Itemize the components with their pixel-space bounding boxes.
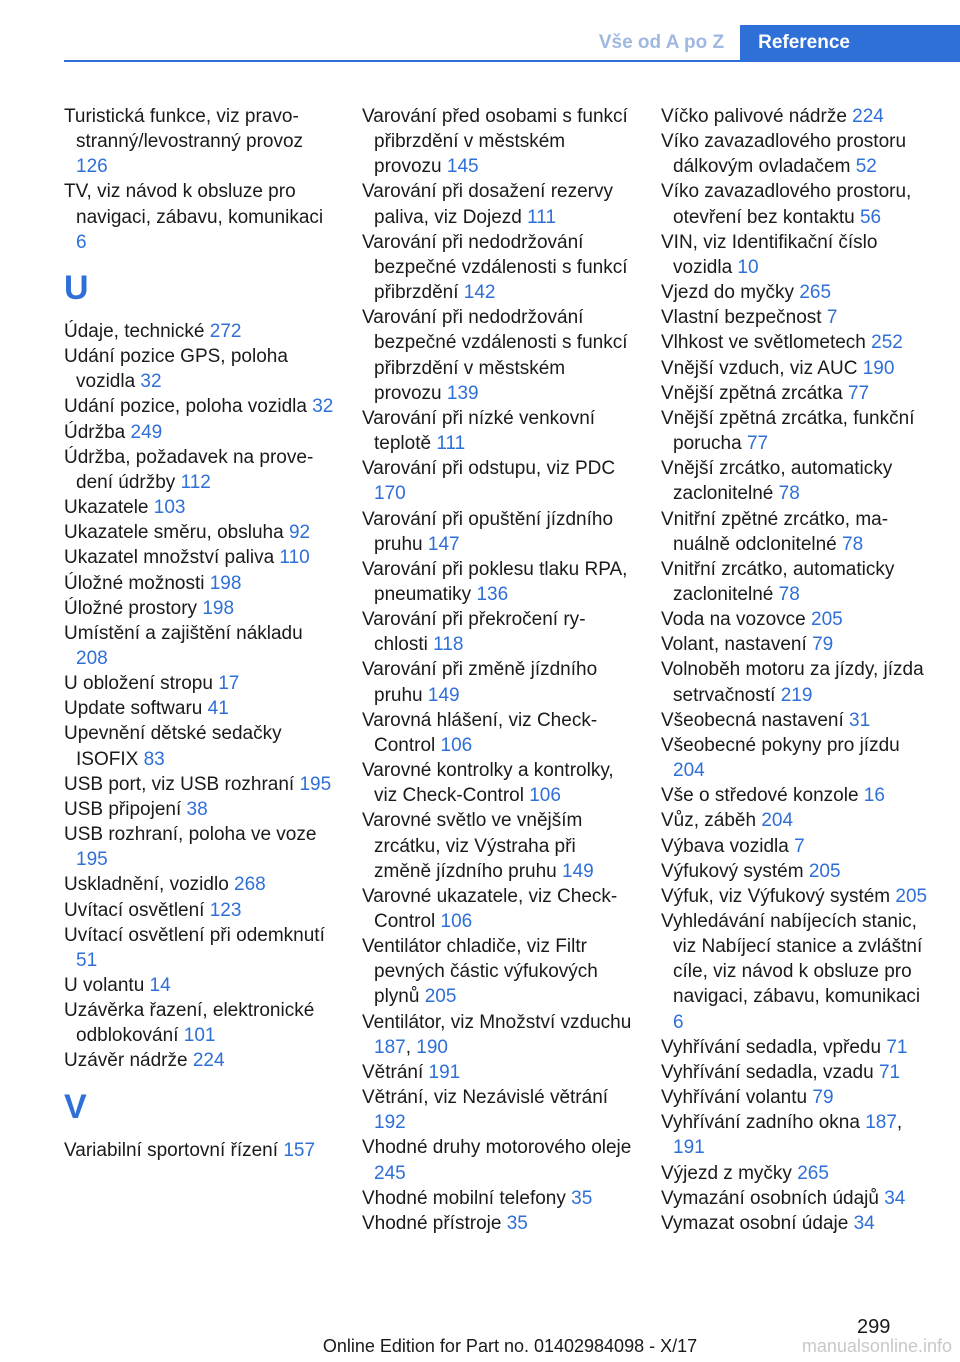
page-link[interactable]: 56 (859, 206, 882, 228)
page-link[interactable]: 106 (440, 734, 473, 756)
entry-term: Vnější zpětná zrcátka (661, 382, 848, 404)
page-link[interactable]: 38 (186, 798, 208, 820)
entry-term: Varovná hlášení, viz Check-Control (362, 709, 598, 756)
entry-term: Variabilní sportovní řízení (64, 1139, 284, 1161)
entry-term: Vlhkost ve světlometech (661, 332, 872, 354)
page-link[interactable]: 219 (780, 684, 813, 706)
entry-term: Varování před osobami s funkcí přibrzdění v městském provozu (362, 106, 628, 178)
entry-term: Vhodné přístroje (362, 1212, 507, 1234)
page-link[interactable]: 170 (374, 483, 406, 505)
entry-term: Vyhřívání sedadla, vzadu (661, 1061, 879, 1083)
entry-term: Výfukový systém (661, 860, 809, 882)
index-entry (362, 884, 632, 934)
page-link[interactable]: 14 (149, 975, 171, 996)
page-link[interactable]: 112 (180, 471, 211, 493)
page-link[interactable]: 126 (76, 156, 108, 178)
section-letter: U (64, 268, 89, 307)
entry-term: Upevnění dětské sedačky ISOFIX (64, 723, 282, 770)
index-entry (661, 733, 931, 783)
entry-term: Větrání (362, 1061, 429, 1083)
index-entry (661, 507, 931, 557)
page-link[interactable]: 71 (886, 1036, 908, 1058)
page-link[interactable]: 34 (884, 1187, 906, 1209)
index-entry (661, 406, 931, 456)
page-link[interactable]: 205 (424, 986, 457, 1008)
index-entry (64, 923, 334, 973)
index-entry (64, 621, 334, 671)
entry-term: Volnoběh motoru za jízdy, jízda setrvačností (661, 659, 924, 706)
page-link[interactable]: 101 (183, 1025, 216, 1047)
page-link[interactable]: 111 (436, 433, 466, 455)
entry-term: Turistická funkce, viz pravostranný/levostranný provoz (64, 106, 304, 153)
entry-term: TV, viz návod k obsluze pro navigaci, zábavu, komunikaci (64, 181, 324, 228)
entry-term: Vše o středové konzole (661, 785, 864, 807)
index-entry (661, 1211, 931, 1236)
index-entry (362, 305, 632, 406)
entry-term: Varování při nízké venkovní teplotě (362, 407, 596, 455)
page-link[interactable]: 187 (865, 1112, 897, 1134)
entry-term: Vnitřní zpětné zrcátko, manuálně odclonitelné (661, 508, 889, 555)
entry-term: Výbava vozidla (661, 835, 795, 857)
entry-term: USB rozhraní, poloha ve voze (64, 824, 317, 846)
page-link[interactable]: 78 (842, 533, 864, 555)
index-entry (362, 758, 632, 808)
edition-footer: Online Edition for Part no. 01402984098 - X/17 (322, 1336, 698, 1356)
index-entry (661, 305, 931, 330)
entry-term: Údržba, požadavek na provedení údržby (64, 446, 314, 493)
index-entry (661, 859, 931, 884)
page-link[interactable]: 71 (878, 1061, 901, 1083)
index-entry (362, 607, 632, 657)
index-entry (64, 571, 334, 596)
index-entry (362, 557, 632, 607)
index-entry (362, 406, 632, 456)
entry-term: Uskladnění, vozidlo (64, 874, 235, 896)
page-link[interactable]: 139 (446, 382, 479, 404)
entry-term: Udání pozice, poloha vozidla (64, 396, 313, 418)
entry-term: Vyhřívání sedadla, vpředu (661, 1036, 887, 1058)
index-entry (661, 884, 931, 909)
index-entry (661, 1186, 931, 1211)
page-link[interactable]: 35 (571, 1187, 593, 1209)
page-link[interactable]: 272 (209, 320, 242, 342)
entry-term: Vymazání osobních údajů (661, 1187, 885, 1209)
page-link[interactable]: 198 (202, 597, 235, 619)
page-link[interactable]: 147 (427, 533, 460, 555)
entry-term: USB připojení (64, 798, 187, 820)
entry-term: Větrání, viz Nezávislé větrání (362, 1087, 609, 1109)
entry-term: Varovné kontrolky a kontrolky, viz Check-Control (362, 760, 614, 807)
index-entry (64, 104, 334, 179)
index-entry: Ventilátor, viz Množství vzduchu 187, 190 (362, 1011, 632, 1058)
entry-term: Varovné světlo ve vnějším zrcátku, viz Výstraha při změně jízdního pruhu (362, 810, 583, 882)
index-entry (661, 1161, 931, 1186)
entry-term: Víko zavazadlového prostoru, otevření bez kontaktu (661, 181, 912, 228)
page-link[interactable]: 83 (143, 748, 165, 770)
page-link[interactable]: 142 (463, 282, 496, 304)
page-link[interactable]: 103 (153, 497, 186, 519)
page-link[interactable]: 51 (76, 949, 98, 971)
entry-term: Varování při odstupu, viz PDC (362, 458, 616, 480)
page-link[interactable]: 224 (852, 106, 884, 127)
page-link[interactable]: 149 (427, 684, 460, 706)
index-entry (64, 772, 334, 797)
entry-term: Vhodné mobilní telefony (362, 1187, 572, 1209)
entry-term: Víko zavazadlového prostoru dálkovým ovladačem (661, 131, 907, 178)
page-link[interactable]: 187 (374, 1036, 406, 1058)
index-entry (661, 1060, 931, 1085)
tab-reference[interactable]: Reference (740, 25, 960, 61)
page-link[interactable]: 31 (849, 709, 871, 731)
page-link[interactable]: 252 (871, 332, 903, 354)
page-link[interactable]: 123 (209, 899, 242, 921)
index-entry (64, 394, 334, 419)
index-entry (661, 129, 931, 179)
index-entry (64, 1138, 334, 1163)
page-link[interactable]: 208 (76, 647, 108, 669)
page-link[interactable]: 17 (218, 673, 240, 695)
entry-term: Varování při dosažení rezervy paliva, viz Dojezd (362, 181, 613, 228)
page-link[interactable]: 195 (76, 849, 108, 871)
entry-term: Ventilátor chladiče, viz Filtr pevných částic výfukových plynů (362, 936, 598, 1008)
index-entry (64, 596, 334, 621)
entry-term: Uzávěrka řazení, elektronické odblokování (64, 1000, 315, 1047)
entry-term: Varování při překročení rychlosti (362, 609, 586, 656)
index-entry (362, 230, 632, 305)
index-entry (64, 671, 334, 696)
entry-term: Varování při změně jízdního pruhu (362, 659, 598, 706)
entry-term: Všeobecná nastavení (661, 709, 850, 731)
page-link[interactable]: 190 (416, 1036, 448, 1058)
index-entry (64, 420, 334, 445)
page-link[interactable]: 78 (778, 483, 800, 505)
index-entry (64, 495, 334, 520)
watermark: manualsonline.info (801, 1336, 952, 1356)
index-entry (362, 808, 632, 883)
page-link[interactable]: 111 (527, 206, 557, 228)
page-link[interactable]: 79 (812, 634, 834, 656)
page-link[interactable]: 192 (374, 1112, 406, 1134)
page-link[interactable]: 205 (895, 885, 928, 907)
index-entry (661, 607, 931, 632)
index-entry (362, 456, 632, 506)
page-link[interactable]: 157 (283, 1139, 316, 1161)
tab-all-from-a-to-z[interactable]: Vše od A po Z (583, 25, 740, 61)
index-entry (64, 721, 334, 771)
entry-term: Varování při opuštění jízdního pruhu (362, 508, 614, 555)
entry-term: Umístění a zajištění nákladu (64, 622, 303, 644)
index-entry (661, 179, 931, 229)
page-link[interactable]: 249 (130, 421, 163, 443)
index-entry (362, 934, 632, 1009)
page-link[interactable]: 16 (863, 785, 885, 807)
index-entry (661, 230, 931, 280)
index-entry (661, 783, 931, 808)
index-entry (64, 898, 334, 923)
index-entry (661, 381, 931, 406)
entry-term: Ukazatel množství paliva (64, 547, 280, 569)
header-tabs (583, 25, 960, 61)
page-link[interactable]: 41 (207, 698, 229, 720)
entry-term: Všeobecné pokyny pro jízdu (661, 734, 900, 756)
index-entry (661, 104, 931, 129)
page-link[interactable]: 77 (746, 433, 769, 455)
page-link[interactable]: 52 (855, 156, 877, 178)
entry-term: Výjezd z myčky (661, 1162, 798, 1184)
entry-term: Uvítací osvětlení při odemknutí (64, 924, 325, 946)
index-entry (661, 834, 931, 859)
section-letter: V (64, 1087, 87, 1126)
entry-term: Varovné ukazatele, viz Check-Control (362, 885, 618, 932)
index-entry (661, 356, 931, 381)
entry-term: Ventilátor, viz Množství vzduchu (362, 1011, 632, 1033)
page-link[interactable]: 6 (673, 1011, 684, 1033)
entry-term: Ukazatele směru, obsluha (64, 522, 289, 544)
page-link[interactable]: 77 (847, 382, 870, 404)
entry-term: Update softwaru (64, 698, 208, 720)
index-entry (64, 797, 334, 822)
page-link[interactable]: 265 (799, 282, 832, 304)
index-entry (661, 557, 931, 607)
entry-term: Vůz, záběh (661, 810, 762, 832)
index-entry (661, 708, 931, 733)
index-entry (64, 696, 334, 721)
entry-term: Vnější vzduch, viz AUC (661, 357, 863, 379)
index-entry (64, 445, 334, 495)
index-entry (64, 179, 334, 254)
page-link[interactable]: 35 (506, 1212, 528, 1234)
index-entry (661, 632, 931, 657)
index-entry (64, 822, 334, 872)
index-column-1 (64, 104, 334, 1163)
index-entry (362, 1085, 632, 1135)
page-link[interactable]: 145 (446, 156, 479, 178)
page-link[interactable]: 78 (778, 583, 800, 605)
index-entry (64, 319, 334, 344)
index-entry (362, 179, 632, 229)
entry-term: Vjezd do myčky (661, 282, 800, 304)
page-link[interactable]: 110 (279, 547, 310, 569)
entry-term: USB port, viz USB rozhraní (64, 773, 300, 795)
index-entry (661, 909, 931, 1035)
index-entry (64, 545, 334, 570)
index-entry (661, 330, 931, 355)
index-entry (661, 1035, 931, 1060)
index-entry (64, 344, 334, 394)
page-number: 299 (857, 1316, 891, 1338)
page-link[interactable]: 245 (374, 1162, 406, 1184)
entry-term: Vnitřní zrcátko, automaticky zaclonitelné (661, 558, 895, 605)
index-entry (362, 1186, 632, 1211)
entry-term: Vyhřívání zadního okna (661, 1112, 866, 1134)
entry-term: Volant, nastavení (661, 634, 813, 656)
entry-term: Úložné prostory (64, 597, 203, 619)
entry-term: Víčko palivové nádrže (661, 106, 853, 127)
index-entry (661, 1085, 931, 1110)
page-link[interactable]: 106 (529, 785, 561, 807)
page-link[interactable]: 205 (808, 860, 841, 882)
index-column-2 (362, 104, 632, 1236)
entry-term: Varování při nedodržování bezpečné vzdálenosti s funkcí přibrzdění (362, 231, 628, 304)
index-entry (64, 1048, 334, 1073)
index-entry (661, 808, 931, 833)
entry-term: U obložení stropu (64, 673, 219, 695)
page-link[interactable]: 32 (312, 396, 334, 418)
entry-term: Údaje, technické (64, 320, 210, 342)
index-entry (64, 872, 334, 897)
entry-term: Udání pozice GPS, poloha vozidla (64, 346, 288, 393)
page-link[interactable]: 268 (234, 874, 266, 896)
page-link[interactable]: 106 (440, 911, 473, 932)
page-link[interactable]: 195 (299, 773, 332, 795)
page-link[interactable]: 10 (737, 256, 759, 278)
index-entry: Vyhřívání zadního okna 187, 191 (661, 1112, 903, 1159)
entry-term: Úložné možnosti (64, 572, 210, 594)
entry-term: Údržba (64, 421, 131, 443)
page-link[interactable]: 7 (826, 307, 838, 329)
index-entry (362, 1211, 632, 1236)
page-link[interactable]: 204 (761, 810, 794, 832)
page-link[interactable]: 92 (288, 522, 311, 544)
entry-term: Vymazat osobní údaje (661, 1212, 854, 1234)
index-entry (661, 280, 931, 305)
page-link[interactable]: 224 (192, 1050, 225, 1072)
page-link[interactable]: 32 (140, 371, 162, 393)
page-link[interactable]: 34 (853, 1212, 875, 1234)
header-rule (64, 60, 960, 62)
page-link[interactable]: 191 (673, 1137, 705, 1159)
page-link[interactable]: 79 (812, 1087, 834, 1109)
entry-term: Voda na vozovce (661, 609, 811, 631)
page-link[interactable]: 6 (76, 231, 87, 253)
index-entry (362, 1060, 632, 1085)
page-link[interactable]: 118 (433, 634, 464, 656)
page-link[interactable]: 204 (673, 760, 705, 782)
page-link[interactable]: 136 (476, 583, 509, 605)
entry-term: Vyhřívání volantu (661, 1087, 813, 1109)
entry-term: VIN, viz Identifikační číslo vozidla (661, 231, 878, 278)
page-link[interactable]: 149 (562, 860, 594, 882)
index-entry (362, 657, 632, 707)
entry-term: Varování při poklesu tlaku RPA, pneumatiky (362, 558, 628, 605)
index-entry (64, 520, 334, 545)
entry-term: Výfuk, viz Výfukový systém (661, 885, 896, 907)
index-entry (362, 1135, 632, 1185)
page-link[interactable]: 265 (797, 1162, 829, 1184)
index-entry (64, 998, 334, 1048)
entry-term: Vlastní bezpečnost (661, 307, 827, 329)
entry-term: Uzávěr nádrže (64, 1050, 193, 1072)
page-link[interactable]: 191 (428, 1061, 461, 1083)
index-entry (661, 657, 931, 707)
entry-term: Ukazatele (64, 497, 154, 519)
page-link[interactable]: 205 (811, 609, 843, 631)
index-column-3 (661, 104, 931, 1236)
index-entry (362, 708, 632, 758)
entry-term: Vhodné druhy motorového oleje (362, 1137, 632, 1159)
page-link[interactable]: 198 (209, 572, 242, 594)
entry-term: Varování při nedodržování bezpečné vzdálenosti s funkcí přibrzdění v městském provozu (362, 307, 628, 404)
entry-term: Vyhledávání nabíjecích stanic, viz Nabíjecí stanice a zvláštní cíle, viz návod k obsluze pro navigaci, zábavu, komunikaci (661, 911, 923, 1008)
index-entry (362, 507, 632, 557)
index-entry (362, 104, 632, 179)
page-link[interactable]: 190 (862, 357, 895, 379)
index-entry (661, 456, 931, 506)
entry-term: Vnější zpětná zrcátka, funkční porucha (661, 407, 915, 455)
index-entry (64, 973, 334, 998)
entry-term: U volantu (64, 975, 150, 996)
entry-term: Vnější zrcátko, automaticky zaclonitelné (661, 458, 893, 505)
page-link[interactable]: 7 (794, 835, 805, 857)
entry-term: Uvítací osvětlení (64, 899, 210, 921)
